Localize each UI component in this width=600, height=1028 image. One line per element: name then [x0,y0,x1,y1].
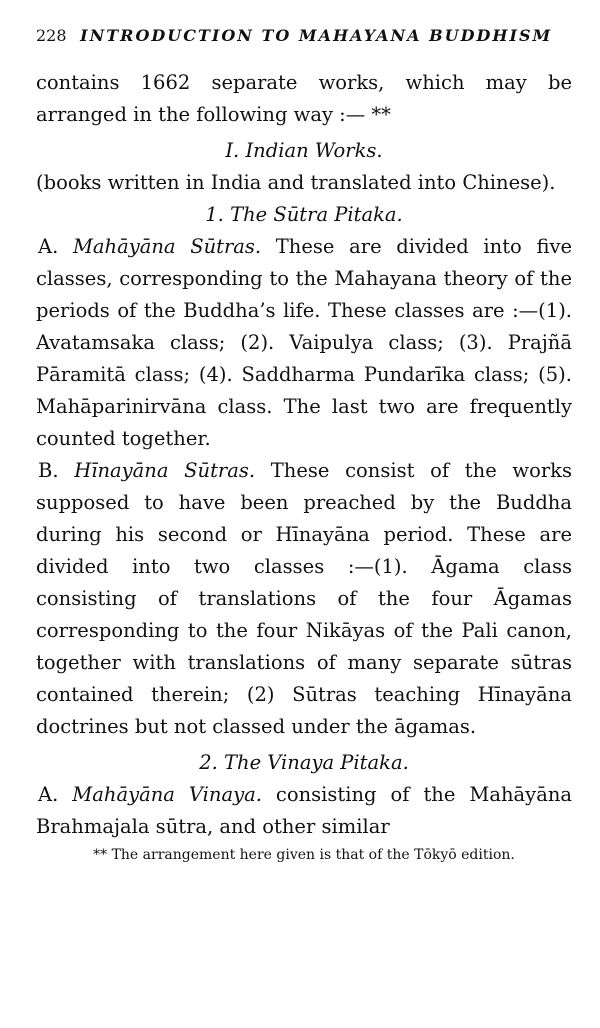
page-number: 228 [36,26,67,45]
subsection-title-vinaya-pitaka: 2. The Vinaya Pitaka. [199,751,409,774]
section-title-indian-works: I. Indian Works. [225,139,383,162]
paragraph-mahayana-sutras [36,231,572,455]
paragraph-text: consisting of the Mahāyāna Brahmajala sūtra, and other similar [36,783,572,838]
page-header [36,26,572,45]
subsection-title-sutra-pitaka: 1. The Sūtra Pitaka. [205,203,403,226]
running-title: INTRODUCTION TO MAHAYANA BUDDHISM [80,26,553,45]
paragraph-text: These consist of the works supposed to have been preached by the Buddha during his second or Hīnayāna period. These are divided into two classes :—(1). Āgama class consisting of translations of the four Āgamas corresponding to the four Nikāyas of the Pali canon, together with translations of many separate sūtras contained therein; (2) Sūtras teaching Hīnayāna doctrines but not classed under the āgamas. [36,459,573,738]
paragraph-label: B. [38,459,59,482]
paragraph-text: These are divided into five classes, corresponding to the Mahayana theory of the periods of the Buddha’s life. These classes are :—(1). Avatamsaka class; (2). Vaipulya class; (3). Prajñā Pāramitā class; (4). Saddharma Pundarīka class; (5). Mahāparinirvāna class. The last two are frequently counted together. [36,235,573,450]
paragraph-heading: Mahāyāna Vinaya. [72,783,262,806]
paragraph-heading: Mahāyāna Sūtras. [72,235,262,258]
paragraph-label: A. [38,235,59,258]
paragraph-mahayana-vinaya [36,779,572,843]
paragraph-heading: Hīnayāna Sūtras. [74,459,256,482]
paragraph-hinayana-sutras [36,455,572,743]
section-note: (books written in India and translated into Chinese). [36,171,556,194]
paragraph-label: A. [38,783,59,806]
intro-paragraph: contains 1662 separate works, which may be arranged in the following way :— ** [36,71,572,126]
footnote: ** The arrangement here given is that of the Tōkyō edition. [93,847,515,863]
